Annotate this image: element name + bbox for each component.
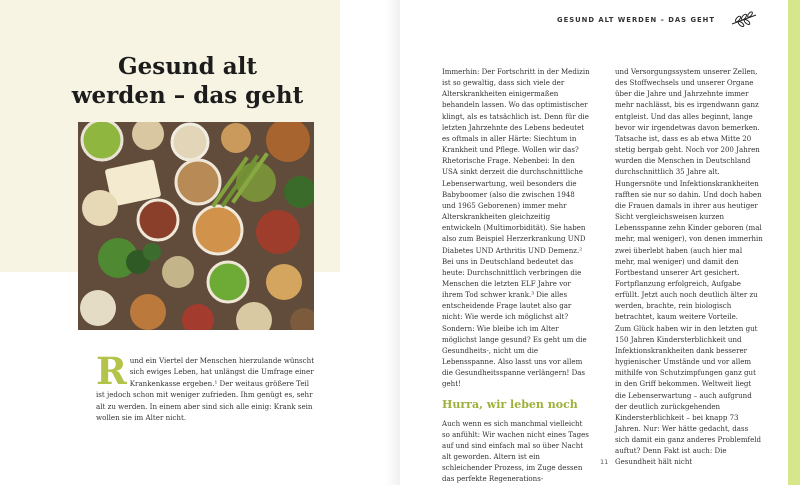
chapter-title-line1: Gesund alt xyxy=(117,53,258,80)
column2-paragraph1: und Versorgungssystem unserer Zellen, des Stoffwechsels und unserer Organe über die Jahre und Jahrzehnte immer mehr nachlässt, bis es irgendwann ganz entgleist. Und das alles beginnt, lange bevor wir irgendetwas davon bemerken. xyxy=(615,67,760,132)
column2-paragraph2: Tatsache ist, dass es ab etwa Mitte 20 stetig bergab geht. Noch vor 200 Jahren wurden die Menschen in Deutschland durchschnittlich 35 Jahre alt. Hungersnöte und Infektionskrankheiten rafften sie nur so dahin. Und doch haben die Frauen damals in ihrer aus heutiger Sicht vergleichsweisen kurzen Lebensspanne zehn Kinder geboren (mal mehr, mal weniger), von denen immerhin zwei überlebt haben (auch hier mal mehr, mal weniger) und damit den Fortbestand unserer Art gesichert. Fortpflanzung erfolgreich, Aufgabe erfüllt. Jetzt auch noch deutlich älter zu werden, brachte, rein biologisch betrachtet, kaum weitere Vorteile. xyxy=(615,133,763,322)
leaf-sprig-icon xyxy=(731,11,757,27)
page-number: 11 xyxy=(600,458,609,466)
food-bowls-illustration xyxy=(78,122,314,330)
chapter-title-line2: werden – das geht xyxy=(71,82,304,109)
column1-paragraph2: Auch wenn es sich manchmal vielleicht so anfühlt: Wir wachen nicht eines Tages auf und sind einfach mal so über Nacht alt geworden. Altern ist ein schleichender Prozess, im Zuge dessen das perfekte Regenerations- xyxy=(442,418,589,484)
chapter-title xyxy=(60,52,315,110)
column1-paragraph1: Immerhin: Der Fortschritt in der Medizin ist so gewaltig, dass sich viele der Alterskrankheiten einigermaßen behandeln lassen. Wo das optimistischer klingt, als es tatsächlich ist. Denn für die letzten Jahrzehnte des Lebens bedeutet es oftmals in aller Härte: Siechtum in Krankheit und Pflege. Wollen wir das? Rhetorische Frage. Nebenbei: In den USA sinkt derzeit die durchschnittliche Lebenserwartung, weil besonders die Babyboomer (also die zwischen 1948 und 1965 Geborenen) immer mehr Alterskrankheiten gleichzeitig entwickeln (Multimorbidität). Sie haben also zum Beispiel Herzerkrankung UND Diabetes UND Arthritis UND Demenz.² Bei uns in Deutschland bedeutet das heute: Durchschnittlich verbringen die Menschen die letzten ELF Jahre vor ihrem Tod schwer krank.³ Die alles entscheidende Frage lautet also gar nicht: Wie werde ich möglichst alt? Sondern: Wie bleibe ich im Alter möglichst lange gesund? Es geht um die Gesundheits-, nicht um die Lebensspanne. Also lasst uns vor allem die Gesundheitsspanne verlängern! Das geht! xyxy=(442,67,590,389)
running-head: GESUND ALT WERDEN – DAS GEHT xyxy=(557,16,715,24)
food-bowls-photo xyxy=(78,122,314,330)
dropcap-letter: R xyxy=(96,349,127,393)
text-column-2 xyxy=(615,66,763,468)
section-subheading: Hurra, wir leben noch xyxy=(442,397,578,411)
column2-paragraph3: Zum Glück haben wir in den letzten gut 150 Jahren Kindersterblichkeit und Infektionskrankheiten dank besserer hygienischer Umstände und vor allem mithilfe von Schutzimpfungen ganz gut in den Griff bekommen. Weltweit liegt die Lebenserwartung – auch aufgrund der deutlich zurückgehenden Kindersterblichkeit – bei knapp 73 Jahren. Nur: Wer hätte gedacht, dass sich damit ein ganz anderes Problemfeld auftut? Denn Fakt ist auch: Die Gesundheit hält nicht xyxy=(615,323,762,467)
text-column-1 xyxy=(442,66,590,484)
green-edge-strip xyxy=(788,0,800,485)
intro-paragraph xyxy=(96,349,318,423)
intro-text: und ein Viertel der Menschen hierzulande wünscht sich ewiges Leben, hat unlängst die Umfrage einer Krankenkasse ergeben.¹ Der weitaus größere Teil ist jedoch schon mit weniger zufrieden. Ihm genügt es, sehr alt zu werden. In einem aber sind sich alle einig: Krank sein wollen sie im Alter nicht. xyxy=(96,356,315,423)
